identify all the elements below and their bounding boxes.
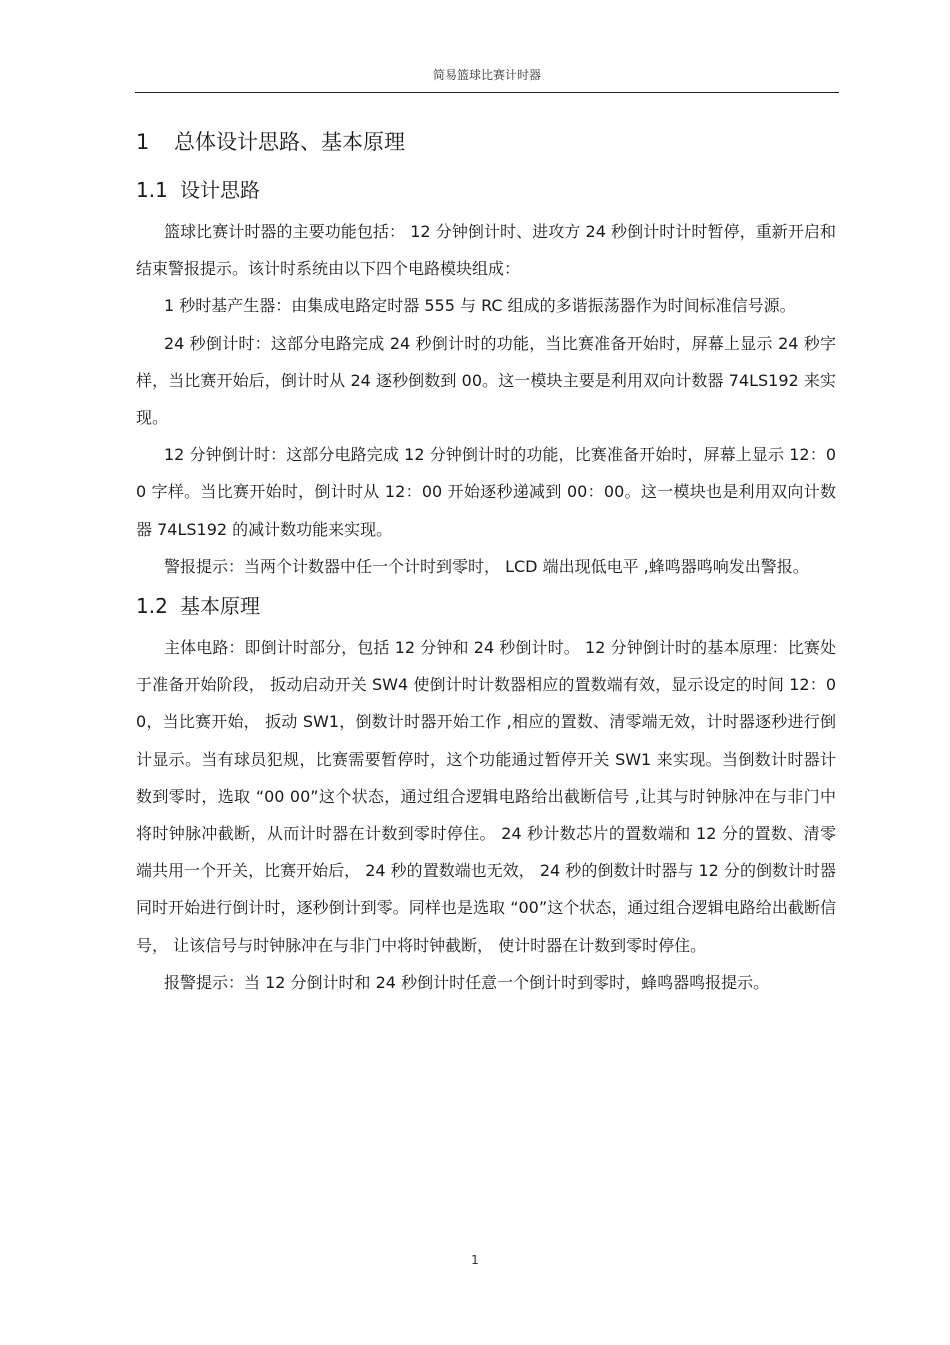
section-number: 1 (136, 130, 150, 154)
paragraph: 警报提示：当两个计数器中任一个计时到零时， LCD 端出现低电平 ,蜂鸣器鸣响发出警报。 (164, 556, 809, 576)
paragraph: 报警提示：当 12 分倒计时和 24 秒倒计时任意一个倒计时到零时，蜂鸣器鸣报提示。 (164, 972, 770, 992)
subsection-number: 1.1 (136, 178, 168, 202)
document-body (136, 125, 836, 1001)
subsection-title: 设计思路 (180, 178, 260, 202)
page-number: 1 (471, 1253, 479, 1267)
section-title: 总体设计思路、基本原理 (174, 130, 405, 154)
section-heading (136, 125, 836, 159)
paragraph: 12 分钟倒计时：这部分电路完成 12 分钟倒计时的功能，比赛准备开始时，屏幕上显示 12：00 字样。当比赛开始时，倒计时从 12：00 开始逐秒递减到 00：00。这一模块也是利用双向计数器 74LS192 的减计数功能来实现。 (136, 445, 836, 539)
subsection-title: 基本原理 (180, 594, 260, 619)
paragraph: 1 秒时基产生器：由集成电路定时器 555 与 RC 组成的多谐振荡器作为时间标准信号源。 (164, 296, 796, 316)
paragraph: 主体电路：即倒计时部分，包括 12 分钟和 24 秒倒计时。 12 分钟倒计时的基本原理：比赛处于准备开始阶段， 扳动启动开关 SW4 使倒计时计数器相应的置数端有效，显示设定的时间 12：00，当比赛开始， 扳动 SW1，倒数计时器开始工作 ,相应的置数、清零端无效，计时器逐秒进行倒计显示。当有球员犯规，比赛需要暂停时，这个功能通过暂停开关 SW1 来实现。当倒数计时器计数到零时，选取 “00 00”这个状态，通过组合逻辑电路给出截断信号 ,让其与时钟脉冲在与非门中将时钟脉冲截断，从而计时器在计数到零时停住。 24 秒计数芯片的置数端和 12 分的置数、清零端共用一个开关，比赛开始后， 24 秒的置数端也无效， 24 秒的倒数计时器与 12 分的倒数计时器同时开始进行倒计时，逐秒倒计到零。同样也是选取 “00”这个状态，通过组合逻辑电路给出截断信号， 让该信号与时钟脉冲在与非门中将时钟截断， 使计时器在计数到零时停住。 (136, 638, 836, 955)
subsection-number: 1.2 (136, 594, 168, 619)
paragraph: 24 秒倒计时：这部分电路完成 24 秒倒计时的功能，当比赛准备开始时，屏幕上显示 24 秒字样，当比赛开始后，倒计时从 24 逐秒倒数到 00。这一模块主要是利用双向计数器 74LS192 来实现。 (136, 333, 836, 428)
subsection-heading (136, 173, 836, 207)
page-header (135, 66, 839, 93)
header-title: 简易篮球比赛计时器 (432, 68, 541, 82)
paragraph: 篮球比赛计时器的主要功能包括： 12 分钟倒计时、进攻方 24 秒倒计时计时暂停，重新开启和结束警报提示。该计时系统由以下四个电路模块组成： (136, 222, 836, 279)
subsection-heading (136, 589, 836, 623)
